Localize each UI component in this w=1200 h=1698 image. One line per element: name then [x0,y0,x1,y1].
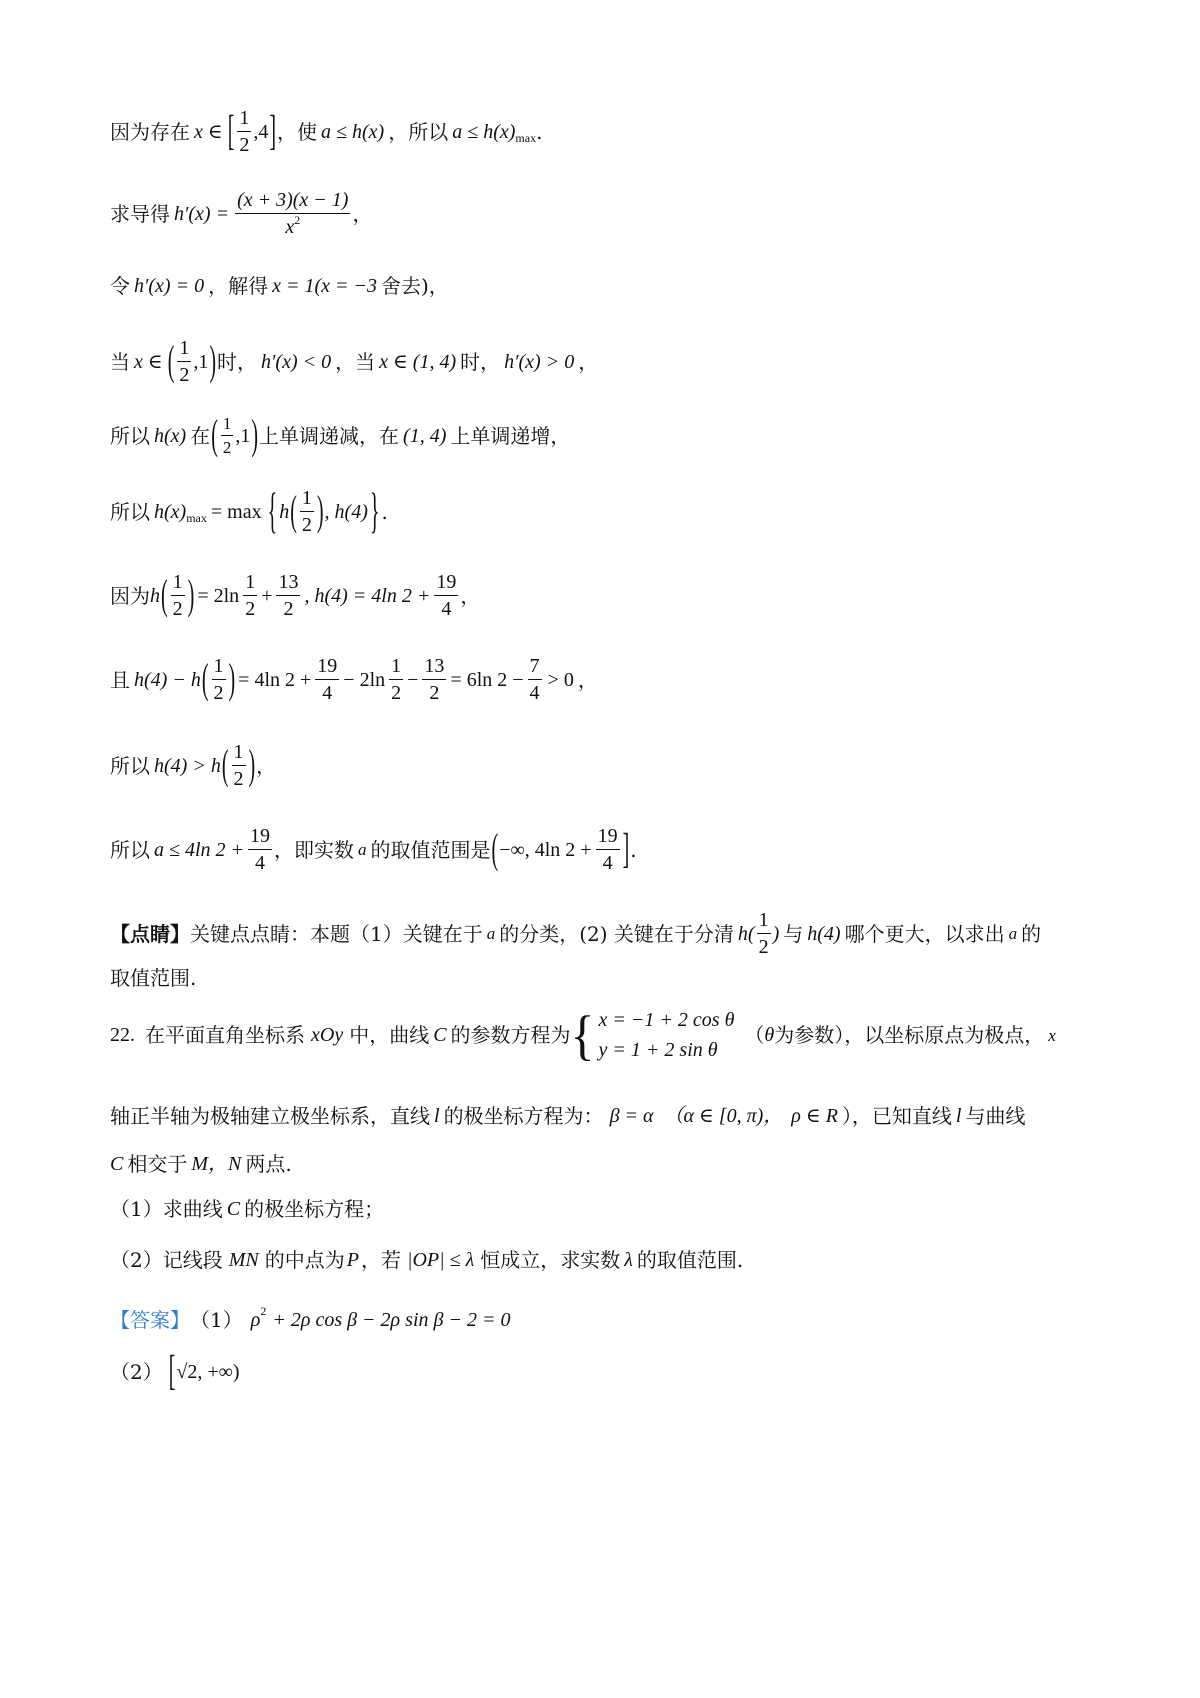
denominator: 2 [233,768,244,790]
paren-open: ( [211,412,218,459]
brace-close: } [369,484,380,539]
text: 的分类，(2) 关键在于分清 [499,921,734,946]
math: h′(x) > 0 [504,350,575,373]
fraction [212,656,226,703]
math: ,4 [253,120,269,143]
math: = 2ln [197,584,240,607]
text: 两点. [245,1152,292,1176]
text: ，即实数 [274,837,355,862]
denominator: 4 [529,682,540,704]
text: ，所以 [388,119,449,144]
denominator: 2 [213,682,224,704]
math: h [150,584,160,607]
denominator: 2 [172,598,183,620]
math: ,1 [235,424,251,447]
numerator: 1 [177,338,191,362]
fraction [237,108,251,155]
denominator-base: x [285,216,295,238]
text: ，当 [335,349,376,374]
paren-close: ) [251,412,259,459]
math-variable: a [358,840,367,859]
denominator: 4 [441,598,452,620]
paren-close: ) [187,572,195,619]
math-variable: a [486,924,496,943]
text: 的 [1021,921,1042,946]
text: （ [744,1023,765,1047]
math: x ∈ [194,120,223,143]
fraction [235,190,350,237]
answer-label: 【答案】 [110,1308,190,1332]
solution-line-5 [110,412,571,459]
math: β = α [609,1105,654,1127]
text: 且 [110,667,130,692]
text: 令 [110,274,130,298]
math-variable: l [955,1105,962,1127]
fraction [757,910,771,957]
text: 所以 [110,423,150,448]
paren-open: ( [221,742,229,789]
parametric-equations [570,1004,735,1066]
denominator: 2 [391,682,402,704]
text: ），已知直线 [841,1104,952,1128]
numerator: 1 [237,108,251,132]
question-22-line-1 [110,1004,1056,1066]
math: h(4) − h [134,668,201,691]
numerator: 19 [315,656,339,680]
question-22-part-1 [110,1199,384,1219]
solution-line-2 [110,190,372,237]
math: h(x) [154,424,187,447]
numerator: 1 [243,572,257,596]
text: 求导得 [110,201,170,226]
bracket-close: ] [269,108,277,155]
superscript: 2 [260,1304,267,1318]
text: （2） [110,1360,163,1384]
math: −∞, 4ln 2 + [499,838,592,861]
denominator: 2 [239,134,250,156]
math: ) [772,922,780,945]
answer-line-2 [110,1348,240,1396]
math-variable: θ [764,1024,775,1046]
denominator: 2 [283,598,294,620]
math-variable: l [434,1105,440,1127]
text: 与曲线 [965,1104,1026,1128]
text: 为参数），以坐标原点为极点， [774,1023,1045,1047]
text: ，解得 [208,274,269,298]
math: , +∞) [197,1361,240,1383]
text: 的取值范围. [636,1248,744,1272]
numerator: 1 [221,415,234,436]
text: 在平面直角坐标系 [145,1023,305,1047]
tip-line-2 [110,968,196,988]
denominator: 2 [758,936,769,958]
math: ,1 [193,350,209,373]
text: 轴正半轴为极轴建立极坐标系，直线 [110,1104,430,1128]
math-variable: λ [624,1249,633,1271]
denominator: 4 [255,852,266,874]
text: 与 [783,921,804,946]
math: MN [228,1249,259,1271]
math: = max [210,500,262,523]
math-variable: C [226,1198,241,1220]
denominator: 2 [245,598,256,620]
text: （2）记线段 [110,1248,223,1272]
brace-open: { [570,1004,595,1066]
math-sqrt: √2 [176,1361,198,1383]
solution-line-10 [110,826,637,873]
paren-close: ) [248,742,256,789]
math: (1, 4) [403,424,447,447]
math: + [261,584,273,607]
math: h(4) > h [154,754,221,777]
denominator: 2 [222,438,232,457]
text: ， [460,583,481,608]
denominator: 4 [602,852,613,874]
numerator: 1 [389,656,403,680]
fraction [248,826,272,873]
math: （α ∈ [0, π)， [663,1105,784,1127]
text: 因为 [110,583,150,608]
text: . [381,499,388,524]
text: 所以 [110,499,150,524]
denominator: 4 [322,682,333,704]
text: . [630,837,637,862]
brace-open: { [267,484,278,539]
numerator: 19 [248,826,272,850]
numerator: 1 [232,742,246,766]
text: 的极坐标方程为： [443,1104,604,1128]
solution-line-3 [110,276,449,296]
text: 在 [190,423,211,448]
math-variable: x [1048,1025,1056,1045]
text: 所以 [110,753,150,778]
math: = 4ln 2 + [238,668,312,691]
math: h′(x) < 0 [261,350,332,373]
text: 关键点点睛：本题（1）关键在于 [190,921,483,946]
math: h [279,500,290,523]
math: h′(x) = 0 [134,275,205,297]
question-22-part-2 [110,1250,743,1270]
math: h′(x) = [174,202,230,225]
math: > 0 [547,668,574,691]
text: 的参数方程为 [450,1023,571,1047]
fraction [171,572,185,619]
text: 上单调递增， [450,423,571,448]
math-variable: C [110,1153,124,1175]
numerator: (x + 3)(x − 1) [235,190,350,214]
fraction [528,656,542,703]
text: ，使 [277,119,318,144]
fraction [389,656,403,703]
paren-open: ( [491,826,499,873]
math-variable: a [1008,924,1018,943]
fraction [596,826,620,873]
math: , h(4) = 4ln 2 + [304,584,431,607]
text: 取值范围. [110,966,197,990]
solution-line-4 [110,338,598,385]
subscript: max [186,510,207,525]
question-22-line-3 [110,1154,292,1174]
math: = 6ln 2 − [450,668,524,691]
text: 中，曲线 [349,1023,430,1047]
text: 舍去)， [380,274,449,298]
paren-close: ) [228,656,236,703]
numerator: 1 [757,910,771,934]
equation-x: x = −1 + 2 cos θ [598,1009,735,1031]
subscript: max [515,130,537,145]
paren-open: ( [290,488,297,535]
math: x = 1(x = −3 [272,275,377,297]
text: （1）求曲线 [110,1197,223,1221]
question-number: 22. [110,1024,135,1046]
text: ， [577,667,598,692]
text: （1） [190,1308,243,1332]
math: − 2ln [343,668,386,691]
solution-line-6 [110,484,388,539]
text: 的极坐标方程； [244,1197,385,1221]
bracket-open: [ [168,1348,176,1396]
math: ρ ∈ R [791,1105,838,1127]
fraction [177,338,191,385]
numerator: 19 [434,572,458,596]
fraction [276,572,300,619]
text: 当 [110,349,130,374]
math: x ∈ [134,350,163,373]
math: h(4) [807,922,841,945]
fraction [300,488,314,535]
numerator: 13 [422,656,446,680]
tip-line-1 [110,910,1041,957]
paren-close: ) [316,488,324,535]
text: 的取值范围是 [370,837,491,862]
equation-y: y = 1 + 2 sin θ [598,1039,718,1061]
math-variable: P [346,1249,359,1271]
math-variable: C [433,1024,447,1046]
text: 哪个更大，以求出 [844,921,1005,946]
numerator: 13 [276,572,300,596]
bracket-close: ] [622,826,630,873]
fraction [221,415,234,456]
text: 上单调递减，在 [259,423,400,448]
math: x ∈ (1, 4) [379,350,457,373]
text: 的中点为 [264,1248,345,1272]
math: xOy [311,1024,344,1046]
text: ，若 [360,1248,401,1272]
solution-line-1 [110,108,542,155]
fraction [232,742,246,789]
numerator: 1 [300,488,314,512]
denominator: 2 [429,682,440,704]
math: , h(4) [324,500,368,523]
denominator [283,214,302,237]
paren-open: ( [201,656,209,703]
fraction [434,572,458,619]
fraction [243,572,257,619]
paren-open: ( [167,338,175,385]
math: |OP| ≤ λ [406,1249,475,1271]
solution-line-9 [110,742,276,789]
math: h(x) [154,500,187,523]
paren-close: ) [209,338,217,385]
question-22-line-2 [110,1106,1025,1126]
math: M，N [191,1153,242,1175]
math: − [407,668,419,691]
numerator: 1 [171,572,185,596]
solution-line-7 [110,572,480,619]
text: . [536,119,543,144]
numerator: 7 [528,656,542,680]
fraction [422,656,446,703]
text: 时， [460,349,501,374]
denominator: 2 [301,514,312,536]
numerator: 1 [212,656,226,680]
text: 时， [217,349,258,374]
text: ， [352,201,373,226]
answer-line-1 [110,1304,511,1332]
math: a ≤ 4ln 2 + [154,838,245,861]
text: ， [256,753,277,778]
numerator: 19 [596,826,620,850]
math: h( [737,922,755,945]
text: 恒成立，求实数 [480,1248,621,1272]
superscript: 2 [294,213,301,227]
text: 所以 [110,837,150,862]
tip-label: 【点睛】 [110,921,190,946]
denominator: 2 [179,364,190,386]
text: 相交于 [127,1152,188,1176]
solution-line-8 [110,656,598,703]
math: a ≤ h(x) [321,120,385,143]
math: + 2ρ cos β − 2ρ sin β − 2 = 0 [272,1309,511,1331]
bracket-open: [ [227,108,235,155]
paren-open: ( [161,572,168,619]
text: ， [578,349,599,374]
text: 因为存在 [110,119,190,144]
fraction [315,656,339,703]
math: a ≤ h(x) [452,120,516,143]
math: ρ [250,1309,261,1331]
